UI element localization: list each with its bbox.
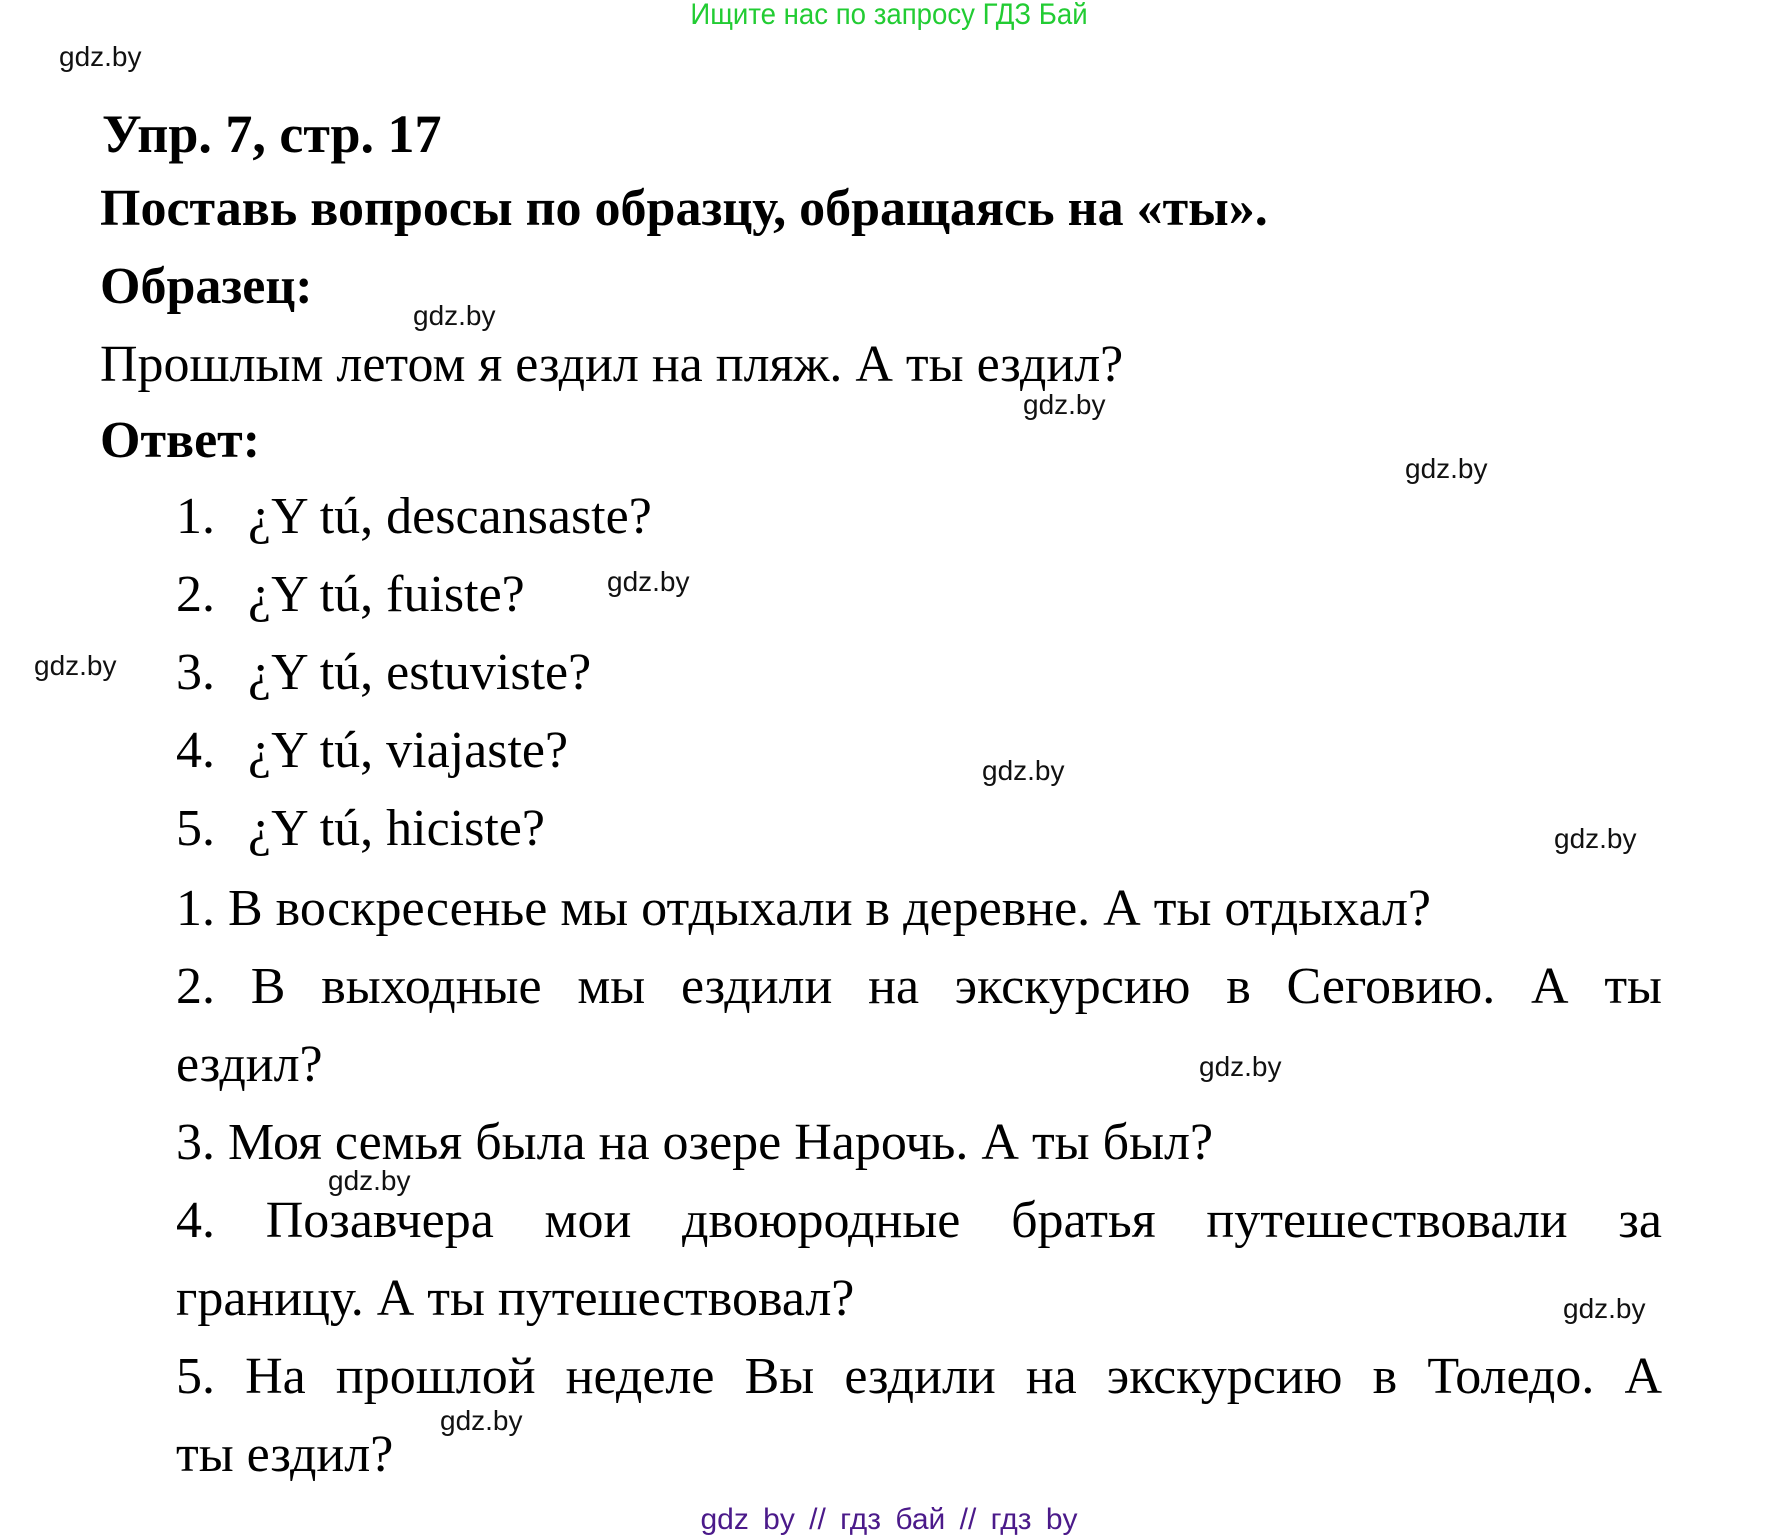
- exercise-instruction: Поставь вопросы по образцу, обращаясь на «ты».: [100, 180, 1268, 237]
- list-item: ¿Y tú, fuiste?: [248, 566, 525, 623]
- sample-text: Прошлым летом я ездил на пляж. А ты ездил?: [100, 336, 1124, 393]
- translation-line: ты ездил?: [176, 1426, 394, 1483]
- list-item: ¿Y tú, viajaste?: [248, 722, 569, 779]
- exercise-title: Упр. 7, стр. 17: [102, 104, 442, 164]
- translation-line: ездил?: [176, 1036, 323, 1093]
- watermark: gdz.by: [328, 1165, 411, 1196]
- translation-line: границу. А ты путешествовал?: [176, 1270, 855, 1327]
- list-item: ¿Y tú, hiciste?: [248, 800, 545, 857]
- list-item: ¿Y tú, descansaste?: [248, 488, 652, 545]
- list-item-number: 1.: [176, 488, 215, 545]
- translation-line: 2. В выходные мы ездили на экскурсию в Сеговию. А ты: [176, 958, 1662, 1015]
- watermark: gdz.by: [440, 1405, 523, 1436]
- promo-banner-link[interactable]: Ищите нас по запросу ГДЗ Бай: [690, 0, 1088, 31]
- watermark: gdz.by: [1563, 1293, 1646, 1324]
- watermark: gdz.by: [59, 41, 142, 72]
- watermark: gdz.by: [1554, 823, 1637, 854]
- watermark: gdz.by: [34, 650, 117, 681]
- watermark: gdz.by: [1023, 389, 1106, 420]
- translation-line: 5. На прошлой неделе Вы ездили на экскурсию в Толедо. А: [176, 1348, 1662, 1405]
- list-item-number: 4.: [176, 722, 215, 779]
- list-item-number: 3.: [176, 644, 215, 701]
- translation-line: 3. Моя семья была на озере Нарочь. А ты был?: [176, 1114, 1214, 1171]
- translation-line: 4. Позавчера мои двоюродные братья путешествовали за: [176, 1192, 1662, 1249]
- watermark: gdz.by: [413, 300, 496, 331]
- translation-line: 1. В воскресенье мы отдыхали в деревне. А ты отдыхал?: [176, 880, 1432, 937]
- watermark: gdz.by: [1405, 453, 1488, 484]
- list-item: ¿Y tú, estuviste?: [248, 644, 592, 701]
- sample-label: Образец:: [100, 258, 313, 315]
- list-item-number: 2.: [176, 566, 215, 623]
- watermark: gdz.by: [1199, 1051, 1282, 1082]
- watermark: gdz.by: [607, 566, 690, 597]
- answer-label: Ответ:: [100, 412, 261, 469]
- footer-links[interactable]: gdz by // гдз бай // гдз by: [700, 1503, 1078, 1536]
- watermark: gdz.by: [982, 755, 1065, 786]
- list-item-number: 5.: [176, 800, 215, 857]
